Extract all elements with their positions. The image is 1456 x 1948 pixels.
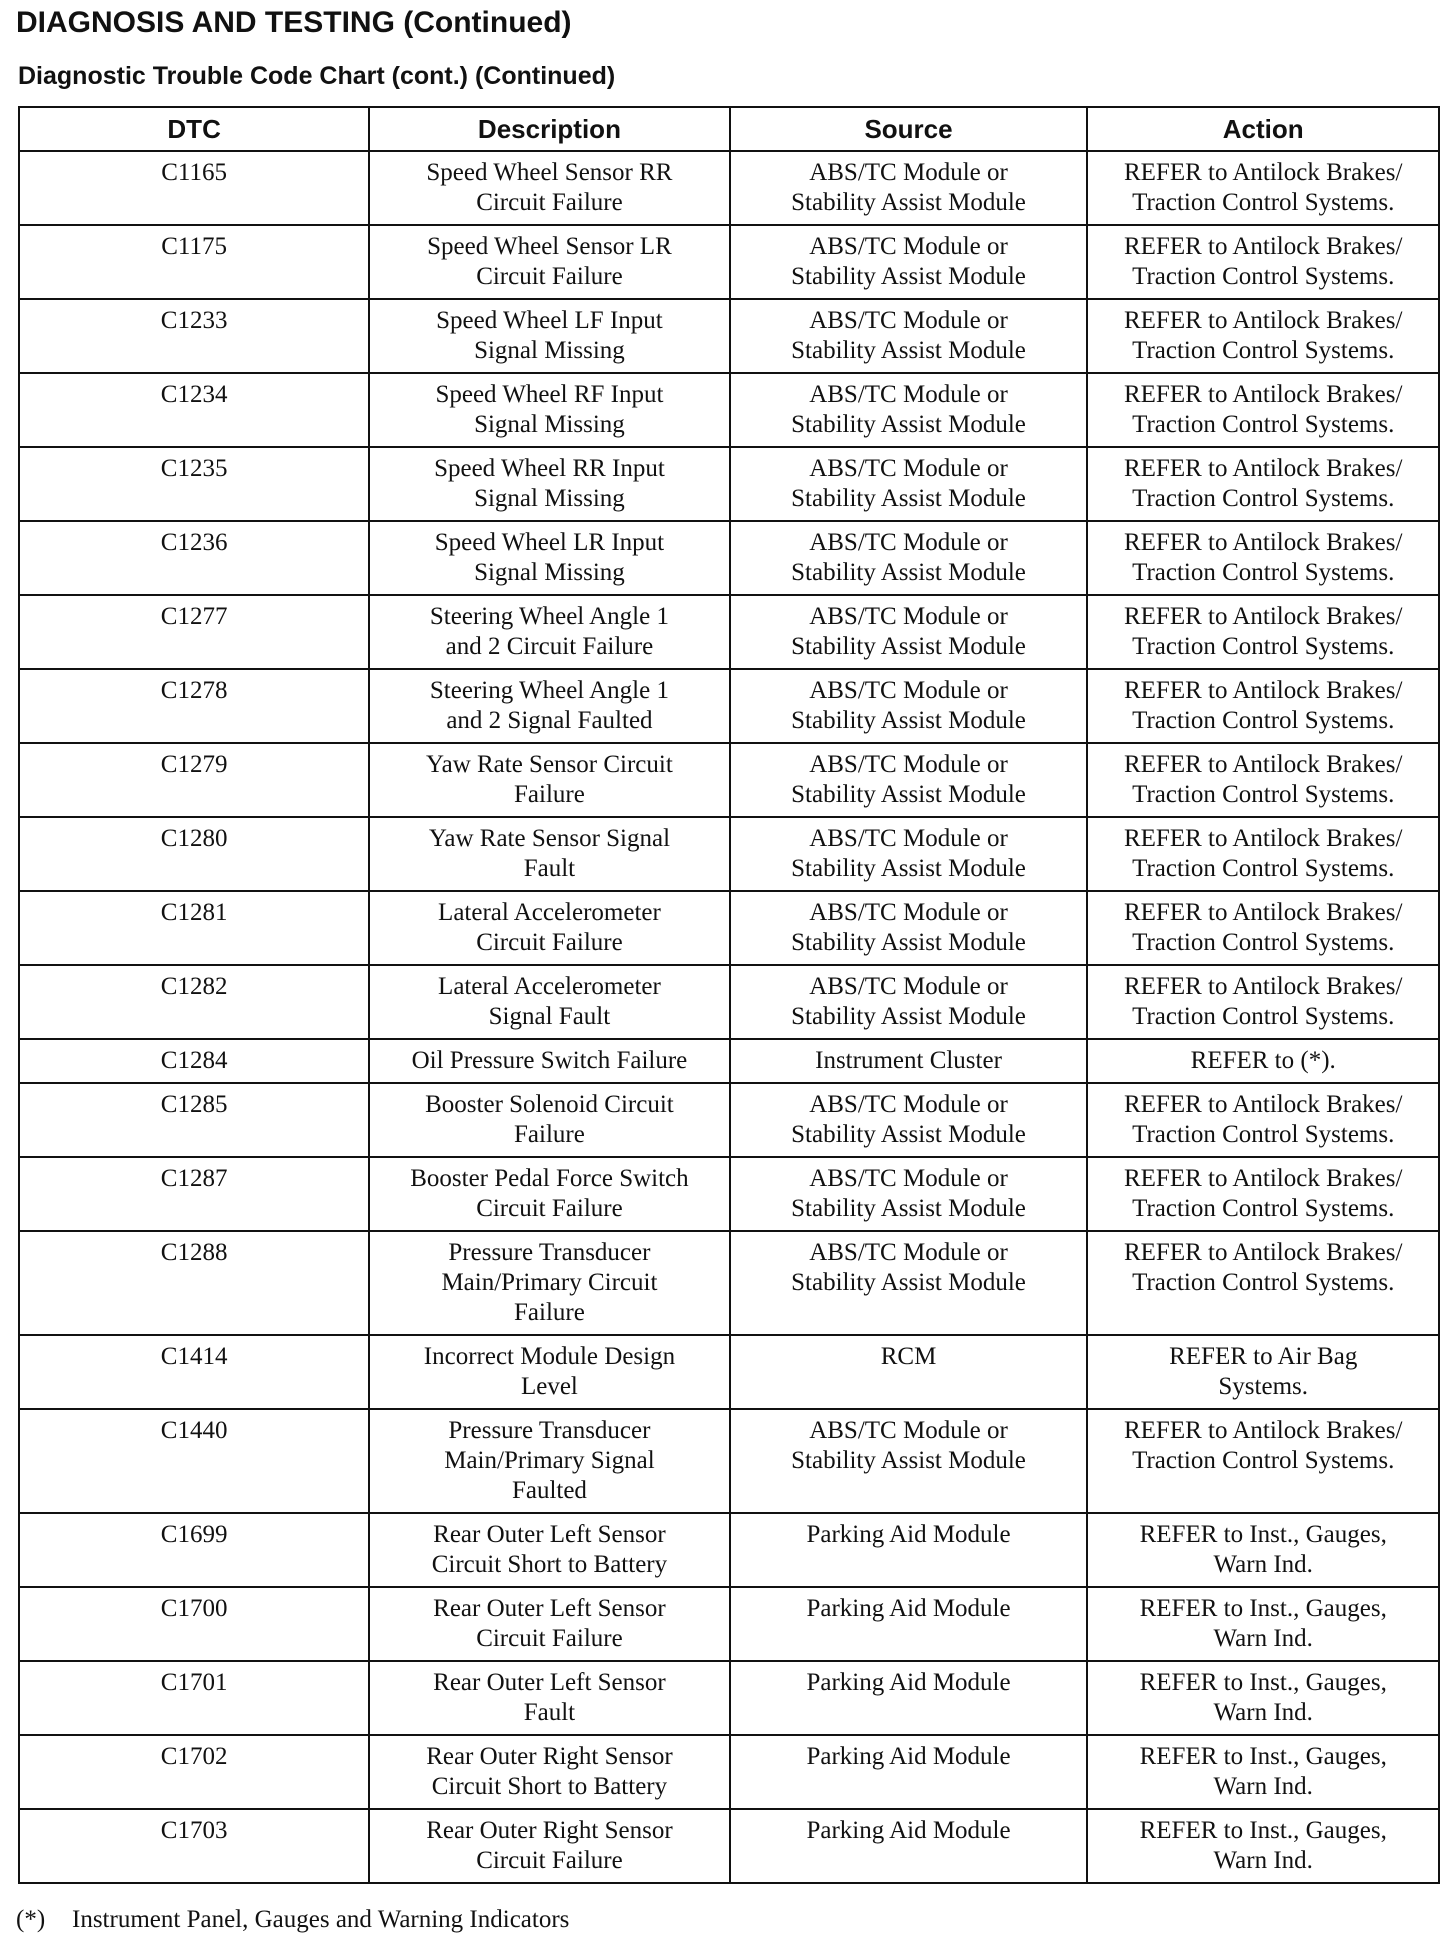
table-row bbox=[19, 817, 1439, 891]
description-cell: Speed Wheel Sensor RR Circuit Failure bbox=[369, 151, 729, 225]
source-cell: ABS/TC Module or Stability Assist Module bbox=[730, 1409, 1088, 1513]
table-row bbox=[19, 1735, 1439, 1809]
action-cell: REFER to (*). bbox=[1087, 1039, 1439, 1083]
table-row bbox=[19, 1587, 1439, 1661]
action-cell: REFER to Antilock Brakes/ Traction Control Systems. bbox=[1087, 151, 1439, 225]
source-cell: ABS/TC Module or Stability Assist Module bbox=[730, 1157, 1088, 1231]
source-cell: ABS/TC Module or Stability Assist Module bbox=[730, 817, 1088, 891]
footnote-text: Instrument Panel, Gauges and Warning Indicators bbox=[72, 1906, 570, 1933]
table-row bbox=[19, 151, 1439, 225]
action-cell: REFER to Antilock Brakes/ Traction Control Systems. bbox=[1087, 595, 1439, 669]
description-cell: Pressure Transducer Main/Primary Signal Faulted bbox=[369, 1409, 729, 1513]
footnote bbox=[16, 1906, 569, 1934]
action-cell: REFER to Antilock Brakes/ Traction Control Systems. bbox=[1087, 891, 1439, 965]
source-cell: ABS/TC Module or Stability Assist Module bbox=[730, 595, 1088, 669]
source-cell: ABS/TC Module or Stability Assist Module bbox=[730, 891, 1088, 965]
description-cell: Steering Wheel Angle 1 and 2 Signal Faulted bbox=[369, 669, 729, 743]
column-header-source: Source bbox=[730, 107, 1088, 151]
dtc-cell: C1235 bbox=[19, 447, 369, 521]
source-cell: ABS/TC Module or Stability Assist Module bbox=[730, 225, 1088, 299]
dtc-cell: C1287 bbox=[19, 1157, 369, 1231]
source-cell: ABS/TC Module or Stability Assist Module bbox=[730, 151, 1088, 225]
action-cell: REFER to Air Bag Systems. bbox=[1087, 1335, 1439, 1409]
dtc-cell: C1440 bbox=[19, 1409, 369, 1513]
table-row bbox=[19, 1157, 1439, 1231]
source-cell: RCM bbox=[730, 1335, 1088, 1409]
source-cell: Parking Aid Module bbox=[730, 1513, 1088, 1587]
description-cell: Rear Outer Right Sensor Circuit Short to Battery bbox=[369, 1735, 729, 1809]
table-row bbox=[19, 1409, 1439, 1513]
dtc-cell: C1281 bbox=[19, 891, 369, 965]
action-cell: REFER to Inst., Gauges, Warn Ind. bbox=[1087, 1513, 1439, 1587]
table-row bbox=[19, 1809, 1439, 1883]
dtc-cell: C1175 bbox=[19, 225, 369, 299]
description-cell: Yaw Rate Sensor Circuit Failure bbox=[369, 743, 729, 817]
action-cell: REFER to Antilock Brakes/ Traction Control Systems. bbox=[1087, 225, 1439, 299]
action-cell: REFER to Antilock Brakes/ Traction Control Systems. bbox=[1087, 669, 1439, 743]
action-cell: REFER to Antilock Brakes/ Traction Control Systems. bbox=[1087, 521, 1439, 595]
description-cell: Booster Solenoid Circuit Failure bbox=[369, 1083, 729, 1157]
source-cell: Parking Aid Module bbox=[730, 1587, 1088, 1661]
description-cell: Lateral Accelerometer Signal Fault bbox=[369, 965, 729, 1039]
action-cell: REFER to Antilock Brakes/ Traction Control Systems. bbox=[1087, 1157, 1439, 1231]
table-row bbox=[19, 743, 1439, 817]
dtc-cell: C1703 bbox=[19, 1809, 369, 1883]
description-cell: Incorrect Module Design Level bbox=[369, 1335, 729, 1409]
action-cell: REFER to Inst., Gauges, Warn Ind. bbox=[1087, 1809, 1439, 1883]
action-cell: REFER to Inst., Gauges, Warn Ind. bbox=[1087, 1661, 1439, 1735]
description-cell: Speed Wheel LF Input Signal Missing bbox=[369, 299, 729, 373]
source-cell: ABS/TC Module or Stability Assist Module bbox=[730, 1083, 1088, 1157]
description-cell: Lateral Accelerometer Circuit Failure bbox=[369, 891, 729, 965]
source-cell: ABS/TC Module or Stability Assist Module bbox=[730, 965, 1088, 1039]
footnote-mark: (*) bbox=[16, 1906, 46, 1933]
action-cell: REFER to Inst., Gauges, Warn Ind. bbox=[1087, 1587, 1439, 1661]
description-cell: Yaw Rate Sensor Signal Fault bbox=[369, 817, 729, 891]
chart-subtitle: Diagnostic Trouble Code Chart (cont.) (Continued) bbox=[18, 62, 616, 90]
action-cell: REFER to Antilock Brakes/ Traction Control Systems. bbox=[1087, 1083, 1439, 1157]
action-cell: REFER to Antilock Brakes/ Traction Control Systems. bbox=[1087, 817, 1439, 891]
dtc-cell: C1236 bbox=[19, 521, 369, 595]
action-cell: REFER to Inst., Gauges, Warn Ind. bbox=[1087, 1735, 1439, 1809]
action-cell: REFER to Antilock Brakes/ Traction Control Systems. bbox=[1087, 373, 1439, 447]
description-cell: Oil Pressure Switch Failure bbox=[369, 1039, 729, 1083]
dtc-cell: C1701 bbox=[19, 1661, 369, 1735]
source-cell: Parking Aid Module bbox=[730, 1735, 1088, 1809]
table-row bbox=[19, 521, 1439, 595]
table-row bbox=[19, 373, 1439, 447]
dtc-cell: C1233 bbox=[19, 299, 369, 373]
description-cell: Pressure Transducer Main/Primary Circuit Failure bbox=[369, 1231, 729, 1335]
table-row bbox=[19, 669, 1439, 743]
source-cell: Parking Aid Module bbox=[730, 1809, 1088, 1883]
table-header-row bbox=[19, 107, 1439, 151]
action-cell: REFER to Antilock Brakes/ Traction Control Systems. bbox=[1087, 447, 1439, 521]
dtc-cell: C1288 bbox=[19, 1231, 369, 1335]
source-cell: ABS/TC Module or Stability Assist Module bbox=[730, 743, 1088, 817]
description-cell: Speed Wheel Sensor LR Circuit Failure bbox=[369, 225, 729, 299]
table-row bbox=[19, 1335, 1439, 1409]
action-cell: REFER to Antilock Brakes/ Traction Control Systems. bbox=[1087, 965, 1439, 1039]
description-cell: Steering Wheel Angle 1 and 2 Circuit Failure bbox=[369, 595, 729, 669]
table-row bbox=[19, 965, 1439, 1039]
dtc-cell: C1278 bbox=[19, 669, 369, 743]
source-cell: ABS/TC Module or Stability Assist Module bbox=[730, 521, 1088, 595]
table-row bbox=[19, 225, 1439, 299]
source-cell: ABS/TC Module or Stability Assist Module bbox=[730, 669, 1088, 743]
source-cell: ABS/TC Module or Stability Assist Module bbox=[730, 373, 1088, 447]
dtc-cell: C1282 bbox=[19, 965, 369, 1039]
table-row bbox=[19, 891, 1439, 965]
dtc-cell: C1279 bbox=[19, 743, 369, 817]
dtc-cell: C1414 bbox=[19, 1335, 369, 1409]
source-cell: ABS/TC Module or Stability Assist Module bbox=[730, 447, 1088, 521]
column-header-action: Action bbox=[1087, 107, 1439, 151]
source-cell: ABS/TC Module or Stability Assist Module bbox=[730, 1231, 1088, 1335]
table-row bbox=[19, 595, 1439, 669]
action-cell: REFER to Antilock Brakes/ Traction Control Systems. bbox=[1087, 743, 1439, 817]
source-cell: Instrument Cluster bbox=[730, 1039, 1088, 1083]
table-row bbox=[19, 299, 1439, 373]
dtc-cell: C1280 bbox=[19, 817, 369, 891]
description-cell: Rear Outer Left Sensor Circuit Short to Battery bbox=[369, 1513, 729, 1587]
action-cell: REFER to Antilock Brakes/ Traction Control Systems. bbox=[1087, 1231, 1439, 1335]
dtc-cell: C1234 bbox=[19, 373, 369, 447]
page-title: DIAGNOSIS AND TESTING (Continued) bbox=[16, 6, 572, 39]
description-cell: Rear Outer Right Sensor Circuit Failure bbox=[369, 1809, 729, 1883]
description-cell: Speed Wheel RR Input Signal Missing bbox=[369, 447, 729, 521]
dtc-cell: C1284 bbox=[19, 1039, 369, 1083]
dtc-cell: C1277 bbox=[19, 595, 369, 669]
table-body bbox=[19, 151, 1439, 1883]
description-cell: Speed Wheel LR Input Signal Missing bbox=[369, 521, 729, 595]
column-header-description: Description bbox=[369, 107, 729, 151]
table-row bbox=[19, 447, 1439, 521]
dtc-cell: C1700 bbox=[19, 1587, 369, 1661]
table-row bbox=[19, 1231, 1439, 1335]
description-cell: Rear Outer Left Sensor Circuit Failure bbox=[369, 1587, 729, 1661]
column-header-dtc: DTC bbox=[19, 107, 369, 151]
dtc-cell: C1702 bbox=[19, 1735, 369, 1809]
description-cell: Rear Outer Left Sensor Fault bbox=[369, 1661, 729, 1735]
table-row bbox=[19, 1513, 1439, 1587]
dtc-cell: C1285 bbox=[19, 1083, 369, 1157]
description-cell: Speed Wheel RF Input Signal Missing bbox=[369, 373, 729, 447]
source-cell: Parking Aid Module bbox=[730, 1661, 1088, 1735]
table-row bbox=[19, 1039, 1439, 1083]
dtc-cell: C1699 bbox=[19, 1513, 369, 1587]
table-row bbox=[19, 1661, 1439, 1735]
dtc-table bbox=[18, 106, 1440, 1884]
dtc-cell: C1165 bbox=[19, 151, 369, 225]
action-cell: REFER to Antilock Brakes/ Traction Control Systems. bbox=[1087, 1409, 1439, 1513]
table-row bbox=[19, 1083, 1439, 1157]
action-cell: REFER to Antilock Brakes/ Traction Control Systems. bbox=[1087, 299, 1439, 373]
description-cell: Booster Pedal Force Switch Circuit Failure bbox=[369, 1157, 729, 1231]
source-cell: ABS/TC Module or Stability Assist Module bbox=[730, 299, 1088, 373]
